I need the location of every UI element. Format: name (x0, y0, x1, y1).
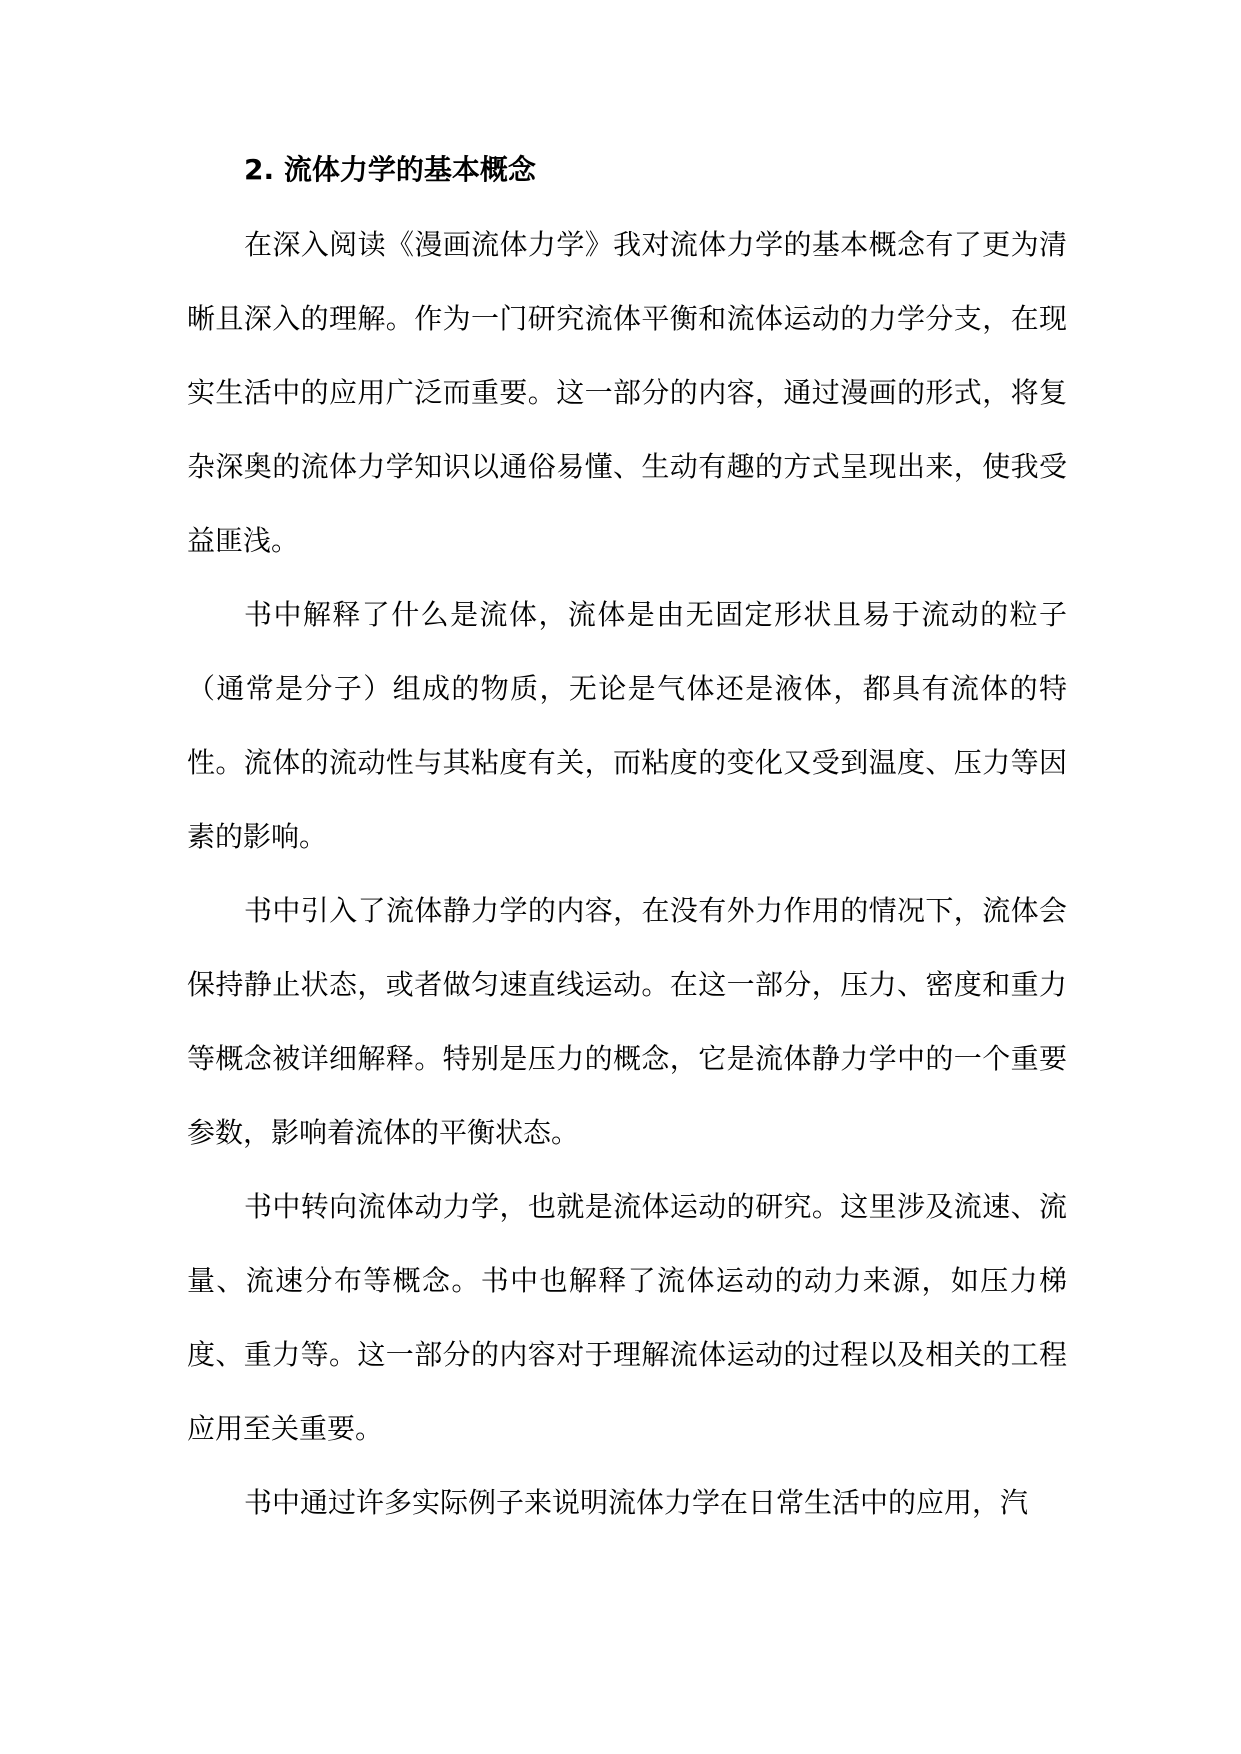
paragraph: 在深入阅读《漫画流体力学》我对流体力学的基本概念有了更为清晰且深入的理解。作为一门研究流体平衡和流体运动的力学分支，在现实生活中的应用广泛而重要。这一部分的内容，通过漫画的形式，将复杂深奥的流体力学知识以通俗易懂、生动有趣的方式呈现出来，使我受益匪浅。 (187, 228, 1067, 557)
section-heading: 2. 流体力学的基本概念 (244, 153, 536, 186)
paragraph: 书中转向流体动力学，也就是流体运动的研究。这里涉及流速、流量、流速分布等概念。书中也解释了流体运动的动力来源，如压力梯度、重力等。这一部分的内容对于理解流体运动的过程以及相关的工程应用至关重要。 (187, 1190, 1067, 1445)
paragraph: 书中解释了什么是流体，流体是由无固定形状且易于流动的粒子（通常是分子）组成的物质，无论是气体还是液体，都具有流体的特性。流体的流动性与其粘度有关，而粘度的变化又受到温度、压力等因素的影响。 (187, 598, 1067, 853)
paragraph: 书中引入了流体静力学的内容，在没有外力作用的情况下，流体会保持静止状态，或者做匀速直线运动。在这一部分，压力、密度和重力等概念被详细解释。特别是压力的概念，它是流体静力学中的一个重要参数，影响着流体的平衡状态。 (187, 894, 1067, 1149)
paragraph: 书中通过许多实际例子来说明流体力学在日常生活中的应用，汽 (244, 1486, 1029, 1519)
